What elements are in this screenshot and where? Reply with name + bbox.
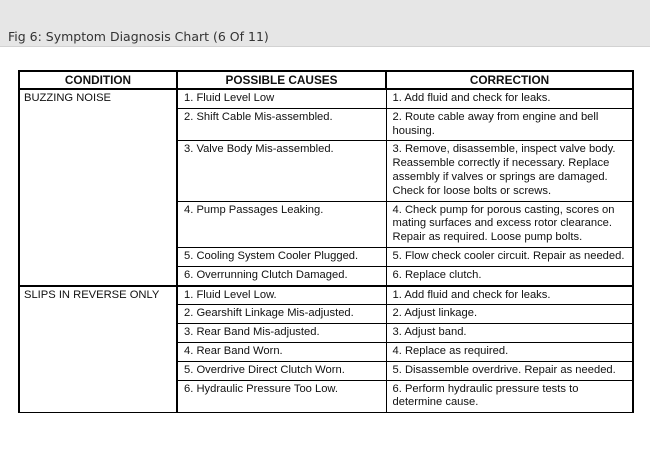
cause-cell: 4. Pump Passages Leaking. [177,201,386,247]
correction-cell: 5. Disassemble overdrive. Repair as needed. [386,361,633,380]
correction-cell: 4. Replace as required. [386,342,633,361]
correction-cell: 6. Perform hydraulic pressure tests to determine cause. [386,380,633,413]
header-correction: CORRECTION [386,71,633,89]
cause-cell: 3. Valve Body Mis-assembled. [177,141,386,201]
cause-cell: 6. Overrunning Clutch Damaged. [177,266,386,285]
condition-cell: SLIPS IN REVERSE ONLY [19,286,177,413]
cause-cell: 1. Fluid Level Low [177,89,386,108]
table-row [19,286,633,305]
correction-cell: 5. Flow check cooler circuit. Repair as needed. [386,247,633,266]
cause-cell: 4. Rear Band Worn. [177,342,386,361]
correction-cell: 2. Adjust linkage. [386,305,633,324]
cause-cell: 6. Hydraulic Pressure Too Low. [177,380,386,413]
correction-cell: 4. Check pump for porous casting, scores on mating surfaces and excess rotor clearance. Repair as required. Loose pump bolts. [386,201,633,247]
cause-cell: 2. Gearshift Linkage Mis-adjusted. [177,305,386,324]
correction-cell: 6. Replace clutch. [386,266,633,285]
condition-cell: BUZZING NOISE [19,89,177,286]
cause-cell: 5. Overdrive Direct Clutch Worn. [177,361,386,380]
cause-cell: 2. Shift Cable Mis-assembled. [177,108,386,141]
cause-cell: 3. Rear Band Mis-adjusted. [177,324,386,343]
correction-cell: 2. Route cable away from engine and bell housing. [386,108,633,141]
figure-frame [0,47,650,453]
table-row [19,89,633,108]
cause-cell: 5. Cooling System Cooler Plugged. [177,247,386,266]
correction-cell: 1. Add fluid and check for leaks. [386,286,633,305]
title-bar [0,0,650,47]
figure-title: Fig 6: Symptom Diagnosis Chart (6 Of 11) [8,29,269,44]
correction-cell: 3. Remove, disassemble, inspect valve body. Reassemble correctly if necessary. Replace assembly if valves or springs are damaged. Check for loose bolts or screws. [386,141,633,201]
header-condition: CONDITION [19,71,177,89]
correction-cell: 1. Add fluid and check for leaks. [386,89,633,108]
symptom-diagnosis-table [18,70,634,413]
cause-cell: 1. Fluid Level Low. [177,286,386,305]
header-possible-causes: POSSIBLE CAUSES [177,71,386,89]
correction-cell: 3. Adjust band. [386,324,633,343]
header-row [19,71,633,89]
